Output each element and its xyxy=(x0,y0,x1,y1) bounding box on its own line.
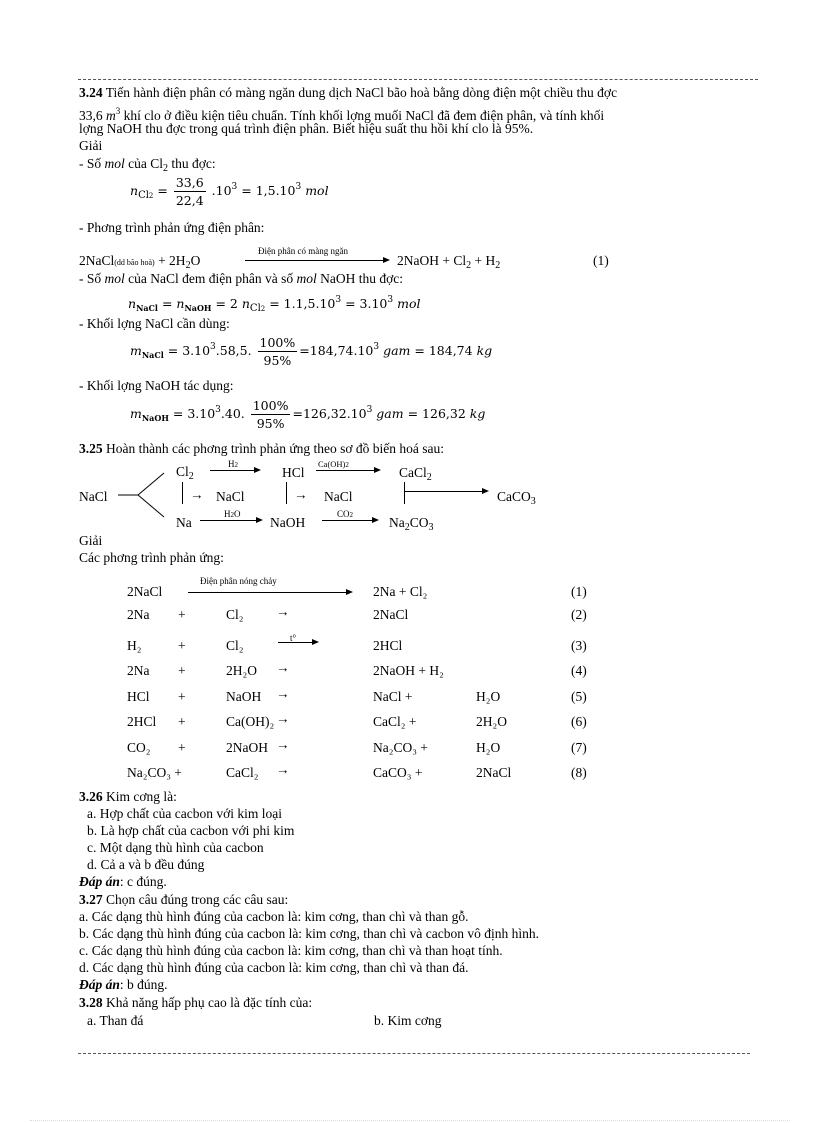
arrow-glyph: → xyxy=(190,487,204,502)
text: khí clo ở điều kiện tiêu chuẩn. Tính khối lợng muối NaCl đã đem điện phân, và tính khối xyxy=(123,108,605,123)
text: Chọn câu đúng trong các câu sau: xyxy=(106,892,289,907)
problem-3-24-line1 xyxy=(79,85,617,101)
equation-cell: + xyxy=(178,689,186,704)
problem-number: 3.27 xyxy=(79,892,103,907)
arrow-head xyxy=(383,257,390,263)
text: Cl xyxy=(176,464,189,479)
text: = 3.10 xyxy=(172,406,216,421)
problem-number: 3.25 xyxy=(79,441,103,456)
equation-cell: + xyxy=(178,663,186,678)
equation-cell: HCl xyxy=(127,689,150,704)
text: =184,74.10 xyxy=(299,343,374,358)
text: = 1.1,5.10 xyxy=(269,296,336,311)
numerator: 100% xyxy=(259,335,296,350)
equation-cell: Cl₂ xyxy=(226,638,244,653)
diagram-na2co3: $Na_2CO_3$ xyxy=(389,515,434,533)
problem-3-24-line3: lợng NaOH thu đợc trong quá trình điện phân. Biết hiệu suất thu hồi khí clo là 95%. xyxy=(79,121,534,136)
vbar xyxy=(404,482,405,504)
text: gam xyxy=(376,406,404,421)
text: : c đúng. xyxy=(119,874,167,889)
diagram-naoh: NaOH xyxy=(270,515,306,530)
problem-number: 3.24 xyxy=(79,85,103,100)
text: = 1,5.10 xyxy=(241,183,296,198)
diagram-cacl2: CaCl$_2$ xyxy=(399,465,432,483)
arrow-naoh-na2co3 xyxy=(322,520,376,521)
arrow-head xyxy=(312,639,319,645)
text: 33,6 xyxy=(79,108,103,123)
equation-cell: H₂O xyxy=(476,689,501,704)
text: thu đợc: xyxy=(171,156,216,171)
equation-cell: + xyxy=(178,607,186,622)
arrow-glyph: → xyxy=(294,487,308,502)
equation-cell: (2) xyxy=(571,607,587,622)
diagram-nacl-2: NaCl xyxy=(216,489,245,504)
arrow-to-caco3 xyxy=(404,491,484,492)
equation-cell: H₂O xyxy=(476,740,501,755)
equation-cell: CaCl₂ + xyxy=(373,714,417,729)
page-edge xyxy=(30,1120,790,1121)
equation-1-left: 2NaCl(dd bão hoà) + $2H_2O$ xyxy=(79,253,201,271)
equation-cell: + xyxy=(178,638,186,653)
numerator: 33,6 xyxy=(175,175,204,190)
text: của Cl xyxy=(128,156,164,171)
diagram-caoh2-label: Ca(OH)2 xyxy=(318,459,349,469)
text: mol xyxy=(305,183,329,198)
text: = 3.10 xyxy=(345,296,388,311)
text: - Số xyxy=(79,156,102,171)
heat-label: t° xyxy=(290,633,297,643)
equation-cell: (4) xyxy=(571,663,587,678)
arrow-head xyxy=(374,467,381,473)
text: 2NaCl xyxy=(79,253,115,268)
answer xyxy=(79,977,168,993)
problem-number: 3.28 xyxy=(79,995,103,1010)
problem-3-26 xyxy=(79,789,177,805)
diagram-h2o-label: H2O xyxy=(224,509,241,519)
text: Đáp án xyxy=(79,977,120,992)
denominator: 95% xyxy=(263,353,292,368)
diagram-co2-label: CO2 xyxy=(337,509,354,519)
equation-cell: 2HCl xyxy=(373,638,403,653)
arrow-cl2-hcl xyxy=(210,470,258,471)
problem-3-28 xyxy=(79,995,312,1011)
arrow-head xyxy=(256,517,263,523)
text: H xyxy=(228,459,235,469)
problem-3-25-title xyxy=(79,441,444,457)
vbar xyxy=(182,482,183,504)
equation-cell: (8) xyxy=(571,765,587,780)
equation-cell: CaCl₂ xyxy=(226,765,259,780)
equation-cell: Ca(OH)₂ xyxy=(226,714,275,729)
equation-cell: 2NaCl xyxy=(127,584,163,599)
solution-label: Giải xyxy=(79,138,103,153)
text: CaCO xyxy=(497,489,531,504)
text: Khả năng hấp phụ cao là đặc tính của: xyxy=(106,995,313,1010)
problem-3-24-line2: 33,6 $m^3$ khí clo ở điều kiện tiêu chuẩn. Tính khối lợng muối NaCl đã đem điện phân, và tính khối xyxy=(79,106,605,123)
step-mol-cl2: - Số mol của $Cl_2$ thu đợc: xyxy=(79,156,216,174)
text: kg xyxy=(476,343,493,358)
text: Hoàn thành các phơng trình phản ứng theo sơ đồ biến hoá sau: xyxy=(106,441,445,456)
text: = 126,32 xyxy=(407,406,466,421)
equation-cell: CaCO₃ + xyxy=(373,765,423,780)
problem-3-27 xyxy=(79,892,288,908)
var: n xyxy=(130,183,139,198)
diagram-cl2: $Cl_2$ xyxy=(176,464,194,482)
text: mol xyxy=(296,271,317,286)
option-c: c. Một dạng thù hình của cacbon xyxy=(87,840,264,855)
diagram-caco3: CaCO$_3$ xyxy=(497,489,536,507)
formula-mass-nacl: $m_{NaCl} = 3.10^3.58,5$. $\frac{100\%}{95\%}$ $=184,74.10^3$ gam = 184,74 kg xyxy=(130,335,493,368)
step-mass-naoh-label: - Khối lợng NaOH tác dụng: xyxy=(79,378,234,393)
text: .10 xyxy=(211,183,232,198)
text: CO xyxy=(337,509,350,519)
arrow-head xyxy=(482,488,489,494)
option-d: d. Các dạng thù hình đúng của cacbon là: kim cơng, than chì và than đá. xyxy=(79,960,469,975)
text: =126,32.10 xyxy=(292,406,367,421)
text: 2NaOH + Cl xyxy=(397,253,467,268)
arrow-head xyxy=(346,589,353,595)
equation-cell: 2NaOH + H₂ xyxy=(373,663,444,678)
solution-label: Giải xyxy=(79,533,103,548)
arrow-hcl-cacl2 xyxy=(316,470,378,471)
text: = 184,74 xyxy=(414,343,473,358)
equation-cell: 2HCl xyxy=(127,714,157,729)
equation-cell: Na₂CO₃ + xyxy=(127,765,182,780)
equation-cell: (3) xyxy=(571,638,587,653)
numerator: 100% xyxy=(252,398,289,413)
text: (dd bão hoà) xyxy=(114,258,155,267)
reaction-arrow xyxy=(278,642,314,643)
formula-n-cl2: $n_{Cl2}$ = $\frac{33,6}{22,4}$ $.10^3 = 1,5.10^3$ mol xyxy=(130,175,329,208)
equation-cell: 2NaOH xyxy=(226,740,268,755)
equation-cell: Cl₂ xyxy=(226,607,244,622)
equation-cell: (6) xyxy=(571,714,587,729)
diagram-h2-label: H2 xyxy=(228,459,238,469)
option-a: a. Hợp chất của cacbon với kim loại xyxy=(87,806,282,821)
equation-cell: 2Na xyxy=(127,607,150,622)
option-b: b. Là hợp chất của cacbon với phi kim xyxy=(87,823,295,838)
equation-cell: + xyxy=(178,740,186,755)
equation-cell: (5) xyxy=(571,689,587,704)
text: mol xyxy=(397,296,421,311)
equation-cell: + xyxy=(178,714,186,729)
vbar xyxy=(286,482,287,504)
step-mol-nacl xyxy=(79,271,403,287)
reaction-arrow xyxy=(245,260,385,261)
diagram-na: Na xyxy=(176,515,192,530)
equation-cell: 2NaCl xyxy=(373,607,409,622)
arrow-glyph: → xyxy=(276,711,290,726)
denominator: 95% xyxy=(256,416,285,431)
arrow-na-naoh xyxy=(200,520,260,521)
step-mass-nacl-label: - Khối lợng NaCl cần dùng: xyxy=(79,316,230,331)
option-b: b. Các dạng thù hình đúng của cacbon là: kim cơng, than chì và cacbon vô định hình. xyxy=(79,926,540,941)
option-d: d. Cả a và b đều đúng xyxy=(87,857,205,872)
text: H xyxy=(224,509,231,519)
text: - Số xyxy=(79,271,102,286)
arrow-glyph: → xyxy=(276,604,290,619)
denominator: 22,4 xyxy=(175,193,204,208)
option-a: a. Các dạng thù hình đúng của cacbon là: kim cơng, than chì và than gỗ. xyxy=(79,909,469,924)
reaction-arrow xyxy=(188,592,348,593)
equation-cell: 2Na xyxy=(127,663,150,678)
text: .40. xyxy=(220,406,245,421)
equation-cell: (1) xyxy=(571,584,587,599)
step-equation-label: - Phơng trình phản ứng điện phân: xyxy=(79,220,265,235)
branch-lines xyxy=(118,470,178,520)
equations-label: Các phơng trình phản ứng: xyxy=(79,550,224,565)
arrow-glyph: → xyxy=(276,737,290,752)
bottom-divider xyxy=(78,1053,750,1054)
answer xyxy=(79,874,167,890)
diagram-nacl: NaCl xyxy=(79,489,108,504)
equation-cell: NaCl + xyxy=(373,689,413,704)
equation-cell: 2Na + Cl₂ xyxy=(373,584,428,599)
text: O xyxy=(190,253,201,268)
equation-number: (1) xyxy=(593,253,609,268)
text: Đáp án xyxy=(79,874,120,889)
problem-number: 3.26 xyxy=(79,789,103,804)
equation-cell: (7) xyxy=(571,740,587,755)
text: Tiến hành điện phân có màng ngăn dung dịch NaCl bão hoà bằng dòng điện một chiều thu đợc xyxy=(105,85,618,100)
option-a: a. Than đá xyxy=(87,1013,144,1028)
text: + H xyxy=(474,253,496,268)
arrow-glyph: → xyxy=(276,660,290,675)
text: = 3.10 xyxy=(167,343,211,358)
arrow-glyph: → xyxy=(276,762,290,777)
option-c: c. Các dạng thù hình đúng của cacbon là: kim cơng, than chì và than hoạt tính. xyxy=(79,943,503,958)
condition-label: Điện phân có màng ngăn xyxy=(258,246,348,256)
text: .58,5. xyxy=(215,343,252,358)
text: Na xyxy=(389,515,405,530)
text: + 2H xyxy=(158,253,186,268)
text: mol xyxy=(104,271,125,286)
arrow-glyph: → xyxy=(276,686,290,701)
equation-cell: NaOH xyxy=(226,689,262,704)
top-divider xyxy=(78,79,758,80)
equation-cell: 2H₂O xyxy=(476,714,507,729)
arrow-head xyxy=(372,517,379,523)
equation-cell: CO₂ xyxy=(127,740,151,755)
formula-mass-naoh: $m_{NaOH} = 3.10^3.40$. $\frac{100\%}{95\%}$ $=126,32.10^3$ gam = 126,32 kg xyxy=(130,398,486,431)
diagram-nacl-3: NaCl xyxy=(324,489,353,504)
equation-cell: H₂ xyxy=(127,638,142,653)
text: Kim cơng là: xyxy=(106,789,177,804)
equation-cell: 2H₂O xyxy=(226,663,257,678)
equation-cell: 2NaCl xyxy=(476,765,512,780)
text: CaCl xyxy=(399,465,427,480)
equation-1-right: 2NaOH + $Cl_2 + H_2$ xyxy=(397,253,501,271)
condition-label: Điện phân nóng chảy xyxy=(200,576,277,586)
text: : b đúng. xyxy=(119,977,168,992)
text: của NaCl đem điện phân và số xyxy=(128,271,294,286)
text: NaOH thu đợc: xyxy=(320,271,403,286)
equation-cell: Na₂CO₃ + xyxy=(373,740,428,755)
diagram-hcl: HCl xyxy=(282,465,305,480)
text: kg xyxy=(469,406,486,421)
text: Ca(OH) xyxy=(318,459,346,469)
arrow-head xyxy=(254,467,261,473)
text: gam xyxy=(383,343,411,358)
text: = 2 xyxy=(215,296,238,311)
text: mol xyxy=(104,156,125,171)
formula-n-nacl: $n_{NaCl} = n_{NaOH} = 2$ $n_{Cl2} = 1.1,5.10^3 = 3.10^3$ mol xyxy=(128,295,421,314)
option-b: b. Kim cơng xyxy=(374,1013,442,1028)
